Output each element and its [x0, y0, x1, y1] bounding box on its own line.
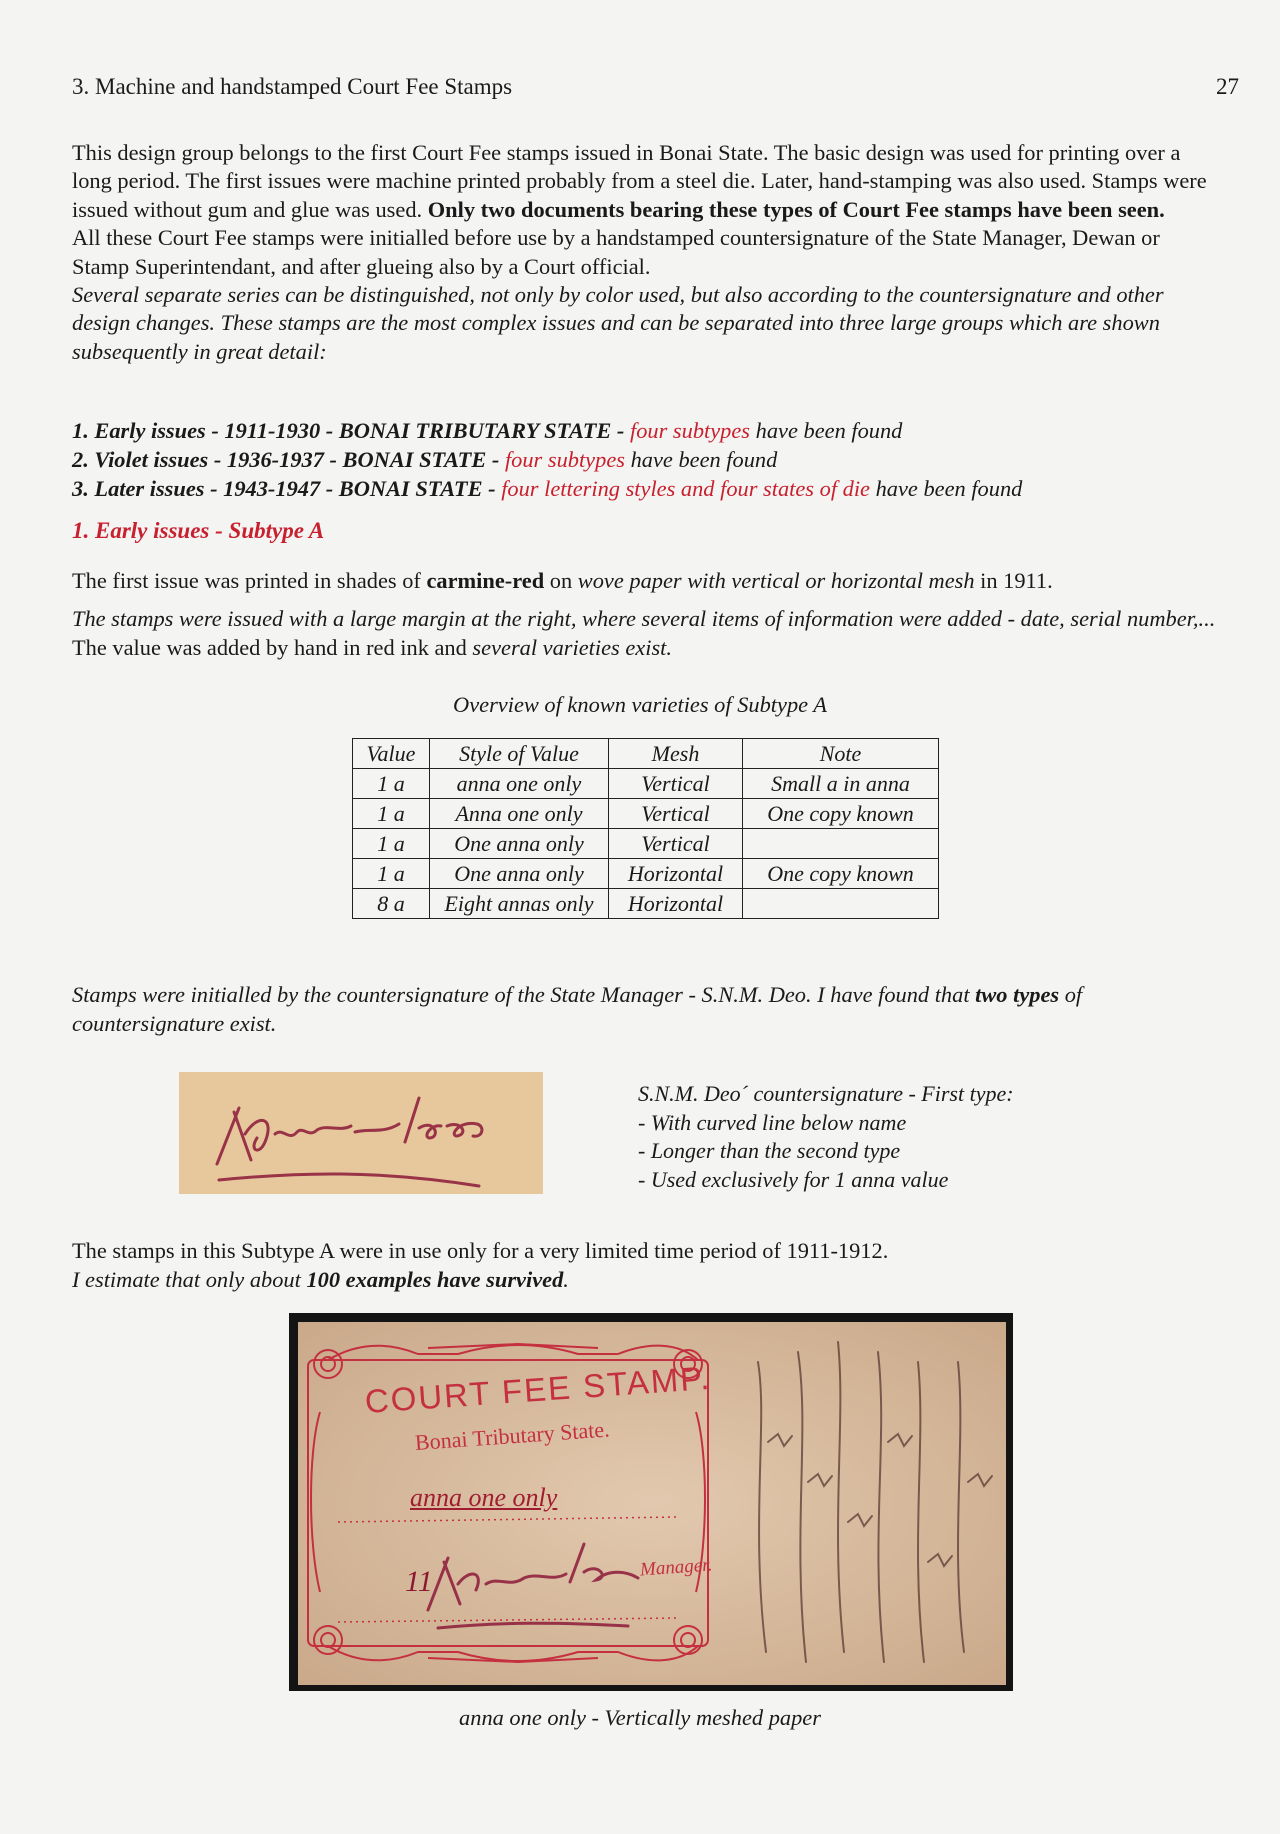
- countersignature-notes: [638, 1080, 1014, 1194]
- p1-part: The first issue was printed in shades of: [72, 568, 427, 593]
- issue-group: [72, 416, 1222, 445]
- stamp-title-text: COURT FEE STAMP.: [363, 1358, 713, 1420]
- cell-style: One anna only: [430, 859, 609, 889]
- usage-part: .: [563, 1267, 569, 1292]
- group-tail: have been found: [870, 476, 1023, 501]
- intro-text: [72, 139, 1212, 366]
- cell-value: 1 a: [353, 769, 430, 799]
- p1-part: in 1911.: [974, 568, 1053, 593]
- p1-italic-paper: wove paper with vertical or horizontal mesh: [577, 568, 975, 593]
- table-row: [353, 799, 939, 829]
- table-caption: Overview of known varieties of Subtype A: [453, 692, 827, 717]
- group-highlight: four subtypes: [504, 447, 625, 472]
- issue-group: [72, 474, 1222, 503]
- intro-p1-bold: Only two documents bearing these types of Court Fee stamps have been seen.: [427, 196, 1165, 222]
- p2-normal: The value was added by hand in red ink and: [72, 635, 473, 660]
- cell-note: One copy known: [743, 859, 939, 889]
- margin-paragraph: [72, 604, 1222, 662]
- cell-style: One anna only: [430, 829, 609, 859]
- signature-scribble: [179, 1072, 543, 1194]
- table-header-row: [353, 739, 939, 769]
- table-row: [353, 769, 939, 799]
- cell-value: 1 a: [353, 799, 430, 829]
- intro-p1-text: This design group belongs to the first Court Fee stamps issued in Bonai State. The basic design was used for printing over a long period. The first issues were machine printed probably from a steel die. Later, hand-stamping was also used. Stamps were issued without gum and glue was used.: [72, 140, 1207, 222]
- note-line: - With curved line below name: [638, 1109, 907, 1135]
- cell-mesh: Horizontal: [609, 859, 743, 889]
- note-line: S.N.M. Deo´ countersignature - First type:: [638, 1081, 1014, 1106]
- intro-paragraph-1: [72, 139, 1212, 224]
- cell-note: [743, 889, 939, 919]
- group-highlight: four lettering styles and four states of die: [501, 476, 870, 501]
- stamp-caption: anna one only - Vertically meshed paper: [459, 1705, 821, 1730]
- cell-value: 1 a: [353, 829, 430, 859]
- cell-note: Small a in anna: [743, 769, 939, 799]
- cell-note: One copy known: [743, 799, 939, 829]
- cell-mesh: Horizontal: [609, 889, 743, 919]
- col-header-mesh: Mesh: [609, 739, 743, 769]
- cell-mesh: Vertical: [609, 829, 743, 859]
- group-tail: have been found: [750, 418, 903, 443]
- issue-group: [72, 445, 1222, 474]
- table-row: [353, 859, 939, 889]
- cell-value: 1 a: [353, 859, 430, 889]
- varieties-table: [352, 738, 939, 919]
- p1-bold-color: carmine-red: [426, 568, 545, 593]
- page-number: 27: [1216, 74, 1239, 99]
- p2-italic: The stamps were issued with a large margin at the right, where several items of information were added - date, serial number,...: [72, 606, 1216, 631]
- col-header-value: Value: [353, 739, 430, 769]
- cs-intro-part: of countersignature exist.: [72, 982, 1083, 1036]
- stamp-manager-label: Manager.: [639, 1554, 713, 1581]
- intro-paragraph-2: All these Court Fee stamps were initialled before use by a handstamped countersignature of the State Manager, Dewan or Stamp Superintendant, and after glueing also by a Court official.: [72, 225, 1160, 279]
- cell-mesh: Vertical: [609, 769, 743, 799]
- cell-value: 8 a: [353, 889, 430, 919]
- cell-mesh: Vertical: [609, 799, 743, 829]
- issue-groups-list: [72, 416, 1222, 503]
- section-title: 3. Machine and handstamped Court Fee Stamps: [72, 74, 513, 99]
- usage-line-1: The stamps in this Subtype A were in use only for a very limited time period of 1911-1912.: [72, 1238, 889, 1263]
- group-highlight: four subtypes: [629, 418, 751, 443]
- note-line: - Longer than the second type: [638, 1138, 901, 1163]
- table-row: [353, 829, 939, 859]
- cell-style: anna one only: [430, 769, 609, 799]
- usage-line-2: [72, 1265, 1222, 1294]
- usage-paragraph: [72, 1236, 1222, 1294]
- cell-style: Anna one only: [430, 799, 609, 829]
- countersignature-image: [179, 1072, 543, 1194]
- cs-intro-part: Stamps were initialled by the countersignature of the State Manager - S.N.M. Deo. I have found that: [72, 982, 976, 1007]
- stamp-state-text: Bonai Tributary State.: [414, 1416, 611, 1455]
- usage-bold: 100 examples have survived: [306, 1267, 564, 1292]
- intro-paragraph-3: Several separate series can be distinguished, not only by color used, but also according to the countersignature and other design changes. These stamps are the most complex issues and can be separated into three large groups which are shown subsequently in great detail:: [72, 282, 1164, 364]
- table-row: [353, 889, 939, 919]
- stamp-value-handwritten: anna one only: [410, 1483, 558, 1512]
- cell-style: Eight annas only: [430, 889, 609, 919]
- usage-part: I estimate that only about: [72, 1267, 307, 1292]
- group-label: 2. Violet issues - 1936-1937 - BONAI STATE -: [72, 447, 505, 472]
- countersignature-intro: [72, 980, 1222, 1038]
- group-label: 1. Early issues - 1911-1930 - BONAI TRIBUTARY STATE -: [72, 418, 630, 443]
- cs-intro-bold: two types: [975, 982, 1060, 1007]
- printing-paragraph: [72, 566, 1222, 595]
- subtype-heading: 1. Early issues - Subtype A: [72, 518, 325, 543]
- group-tail: have been found: [624, 447, 778, 472]
- stamp-serial-handwritten: 11: [405, 1565, 433, 1598]
- col-header-style: Style of Value: [430, 739, 609, 769]
- group-label: 3. Later issues - 1943-1947 - BONAI STATE -: [72, 476, 502, 501]
- p2-italic-tail: several varieties exist.: [472, 635, 673, 660]
- col-header-note: Note: [743, 739, 939, 769]
- cell-note: [743, 829, 939, 859]
- p1-part: on: [544, 568, 578, 593]
- note-line: - Used exclusively for 1 anna value: [638, 1166, 949, 1192]
